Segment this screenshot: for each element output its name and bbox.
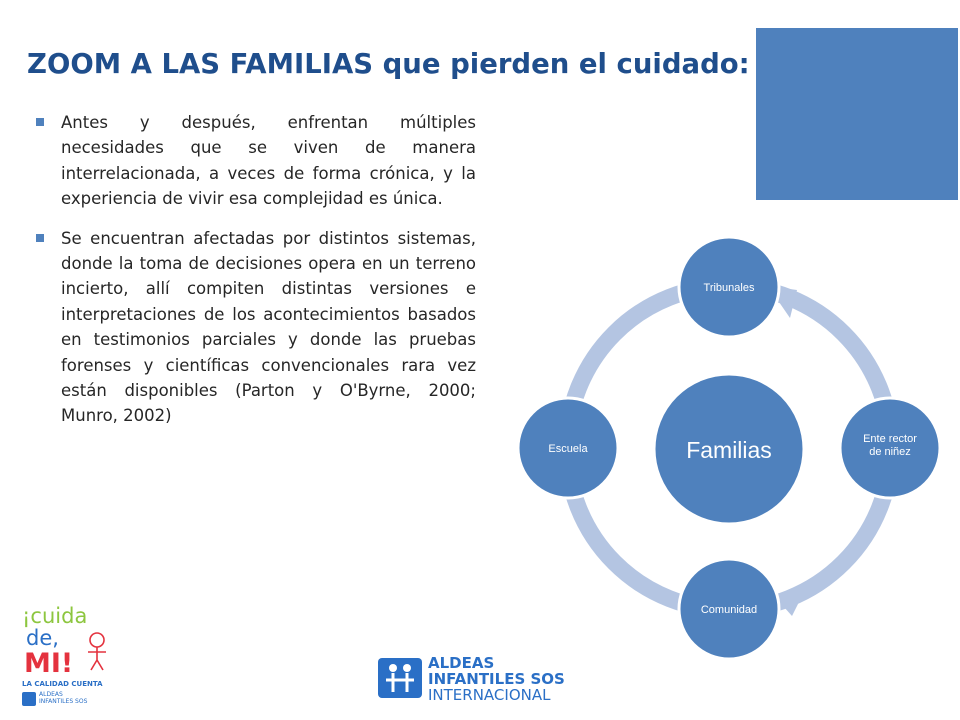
cuidame-logo [22, 604, 118, 712]
bullet-item [36, 110, 476, 212]
node-right-label-line2: de niñez [869, 446, 911, 458]
node-right-label-line1: Ente rector [863, 433, 917, 445]
slide-title: ZOOM A LAS FAMILIAS que pierden el cuidado: [27, 48, 750, 80]
bullet-text: Se encuentran afectadas por distintos sistemas, donde la toma de decisiones opera en un terreno incierto, allí compiten distintas versiones e interpretaciones de los acontecimientos basados en testimonios parciales y donde las pruebas forenses y científicas convencionales rara vez están disponibles (Parton y O'Byrne, 2000; Munro, 2002) [61, 228, 476, 426]
logo-left-org-line1: ALDEAS [39, 691, 63, 698]
logo-bottom-line1: ALDEAS [428, 654, 495, 672]
bullet-square-icon [36, 234, 44, 242]
sos-figures-icon [378, 658, 422, 698]
logo-left-org-line2: INFANTILES SOS [39, 698, 88, 705]
logo-left-line2: de, [26, 626, 59, 650]
accent-box [756, 28, 958, 200]
logo-left-line1: ¡cuida [22, 604, 88, 628]
sos-figures-icon [22, 692, 36, 706]
logo-bottom-line2: INFANTILES SOS [428, 670, 565, 688]
bullet-item [36, 226, 476, 429]
node-left-label: Escuela [548, 443, 588, 455]
cycle-diagram [510, 236, 950, 664]
logo-bottom-line3: INTERNACIONAL [428, 686, 551, 704]
logo-left-line3: MI! [24, 648, 74, 679]
node-top-label: Tribunales [703, 282, 755, 294]
center-node-label: Familias [686, 437, 772, 463]
node-bottom-label: Comunidad [700, 604, 758, 616]
bullet-text: Antes y después, enfrentan múltiples necesidades que se viven de manera interrelacionada, a veces de forma crónica, y la experiencia de vivir esa complejidad es única. [61, 113, 476, 209]
bullet-square-icon [36, 118, 44, 126]
bullet-list [36, 110, 476, 443]
child-figure-icon [84, 630, 110, 672]
logo-left-tagline: LA CALIDAD CUENTA [22, 680, 103, 688]
